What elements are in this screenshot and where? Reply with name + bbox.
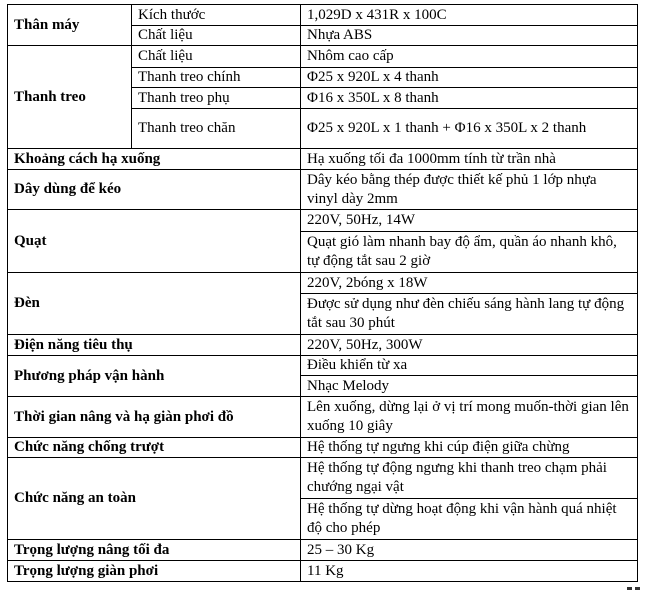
category-cell: Trọng lượng nâng tối đa	[8, 540, 301, 561]
value-cell: 11 Kg	[301, 561, 638, 582]
subcategory-cell: Chất liệu	[132, 46, 301, 68]
value-cell: Hệ thống tự ngưng khi cúp điện giữa chừng	[301, 438, 638, 458]
table-row	[8, 273, 638, 294]
category-cell: Đèn	[8, 273, 301, 335]
subcategory-cell: Thanh treo chăn	[132, 109, 301, 149]
category-cell: Chức năng chống trượt	[8, 438, 301, 458]
value-cell: 25 – 30 Kg	[301, 540, 638, 561]
table-row	[8, 356, 638, 376]
category-cell: Thanh treo	[8, 46, 132, 149]
value-cell: Φ16 x 350L x 8 thanh	[301, 88, 638, 109]
value-cell: Φ25 x 920L x 1 thanh + Φ16 x 350L x 2 thanh	[301, 109, 638, 149]
table-row	[8, 335, 638, 356]
value-cell: Điều khiển từ xa	[301, 356, 638, 376]
value-cell: Được sử dụng như đèn chiếu sáng hành lang tự động tắt sau 30 phút	[301, 294, 638, 335]
table-row	[8, 5, 638, 26]
corner-marks	[625, 582, 645, 592]
corner-mark	[627, 587, 632, 590]
value-cell: 220V, 50Hz, 14W	[301, 210, 638, 232]
subcategory-cell: Chất liệu	[132, 26, 301, 46]
table-row	[8, 46, 638, 68]
value-cell: Hạ xuống tối đa 1000mm tính từ trần nhà	[301, 149, 638, 170]
subcategory-cell: Thanh treo phụ	[132, 88, 301, 109]
corner-mark	[635, 587, 640, 590]
subcategory-cell: Kích thước	[132, 5, 301, 26]
table-row	[8, 397, 638, 438]
value-cell: Quạt gió làm nhanh bay độ ẩm, quần áo nhanh khô, tự động tắt sau 2 giờ	[301, 232, 638, 273]
category-cell: Thân máy	[8, 5, 132, 46]
value-cell: 220V, 50Hz, 300W	[301, 335, 638, 356]
value-cell: Nhạc Melody	[301, 376, 638, 397]
table-row	[8, 149, 638, 170]
category-cell: Chức năng an toàn	[8, 458, 301, 540]
table-row	[8, 438, 638, 458]
category-cell: Phương pháp vận hành	[8, 356, 301, 397]
value-cell: Lên xuống, dừng lại ở vị trí mong muốn-thời gian lên xuống 10 giây	[301, 397, 638, 438]
table-row	[8, 540, 638, 561]
category-cell: Điện năng tiêu thụ	[8, 335, 301, 356]
value-cell: Φ25 x 920L x 4 thanh	[301, 68, 638, 88]
category-cell: Dây dùng để kéo	[8, 170, 301, 210]
table-row	[8, 210, 638, 232]
value-cell: Hệ thống tự động ngưng khi thanh treo chạm phải chướng ngại vật	[301, 458, 638, 499]
category-cell: Khoảng cách hạ xuống	[8, 149, 301, 170]
spec-table	[7, 4, 638, 582]
category-cell: Trọng lượng giàn phơi	[8, 561, 301, 582]
value-cell: Nhôm cao cấp	[301, 46, 638, 68]
value-cell: Hệ thống tự dừng hoạt động khi vận hành quá nhiệt độ cho phép	[301, 499, 638, 540]
value-cell: 220V, 2bóng x 18W	[301, 273, 638, 294]
subcategory-cell: Thanh treo chính	[132, 68, 301, 88]
category-cell: Quạt	[8, 210, 301, 273]
value-cell: Nhựa ABS	[301, 26, 638, 46]
table-row	[8, 458, 638, 499]
table-row	[8, 170, 638, 210]
category-cell: Thời gian nâng và hạ giàn phơi đồ	[8, 397, 301, 438]
value-cell: 1,029D x 431R x 100C	[301, 5, 638, 26]
table-row	[8, 561, 638, 582]
value-cell: Dây kéo bằng thép được thiết kế phủ 1 lớp nhựa vinyl dày 2mm	[301, 170, 638, 210]
